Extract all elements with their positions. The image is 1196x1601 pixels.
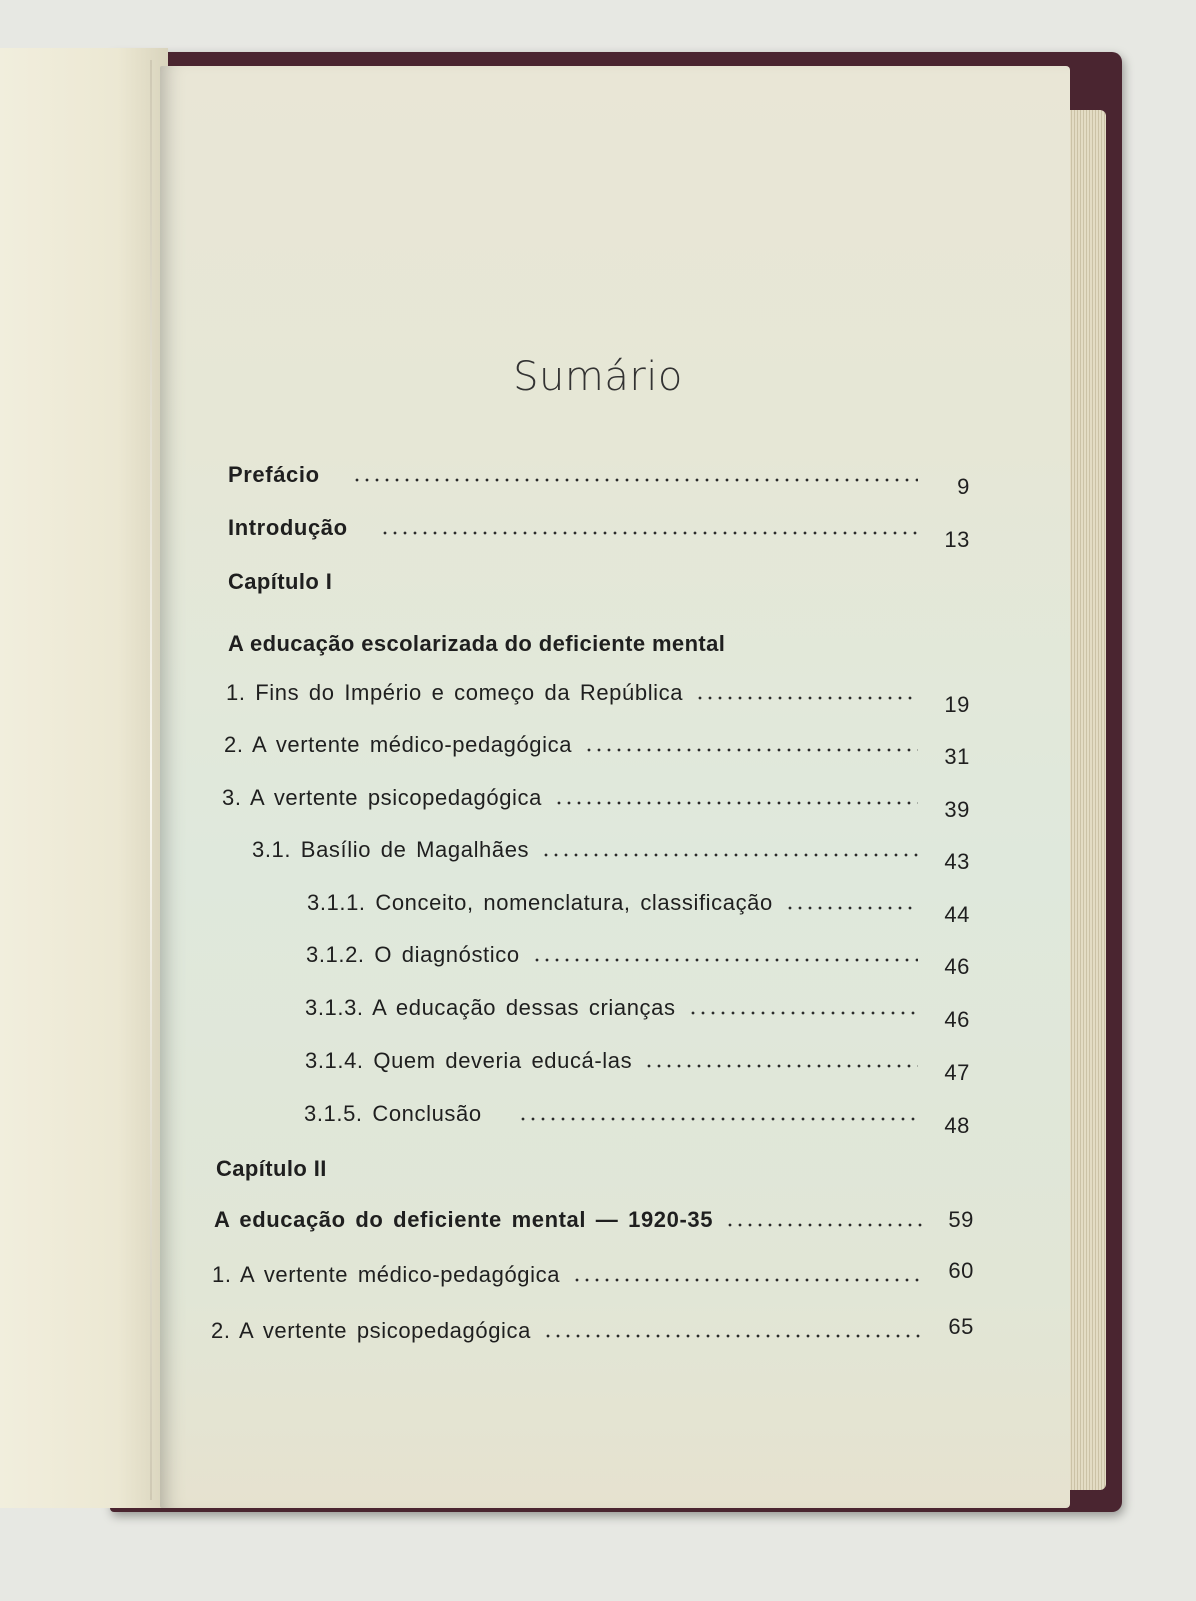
toc-entry-label: 3.1.2. O diagnóstico — [306, 942, 520, 967]
toc-entry — [305, 995, 970, 1032]
binding-stitch — [150, 60, 152, 1500]
toc-leader-dots — [380, 531, 918, 535]
toc-leader-dots — [584, 748, 918, 752]
toc-entry-label: 2. A vertente médico-pedagógica — [224, 732, 573, 757]
toc-page-number: 9 — [957, 474, 970, 499]
toc-entry — [306, 942, 970, 979]
toc-page-number: 48 — [944, 1113, 970, 1138]
toc-leader-dots — [518, 1117, 918, 1121]
toc-page-number: 65 — [948, 1314, 974, 1339]
toc-entry-label: 3.1.1. Conceito, nomenclatura, classificação — [307, 890, 773, 915]
toc-entry-chapter-title — [214, 1207, 974, 1233]
toc-entry-label: 1. A vertente médico-pedagógica — [212, 1262, 561, 1287]
toc-entry-label: 3.1.3. A educação dessas crianças — [305, 995, 676, 1020]
toc-page-number: 19 — [944, 692, 970, 717]
toc-page-number: 13 — [944, 527, 970, 552]
toc-entry-label: 1. Fins do Império e começo da República — [226, 680, 684, 705]
toc-leader-dots — [688, 1011, 918, 1015]
toc-leader-dots — [695, 696, 918, 700]
toc-leader-dots — [543, 1334, 922, 1338]
toc-page-number: 31 — [944, 744, 970, 769]
page-title: Sumário — [513, 354, 683, 400]
toc-leader-dots — [725, 1223, 922, 1227]
toc-entry — [307, 890, 970, 927]
toc-entry-label: 3. A vertente psicopedagógica — [222, 785, 542, 810]
toc-entry-label: A educação do deficiente mental — 1920-35 — [214, 1207, 714, 1232]
toc-entry-label: Prefácio — [228, 462, 320, 487]
chapter-heading: Capítulo I — [228, 569, 333, 594]
toc-entry-prefacio — [228, 462, 970, 499]
toc-entry-label: 3.1. Basílio de Magalhães — [252, 837, 530, 862]
toc-entry — [212, 1258, 974, 1288]
toc-page-number: 47 — [944, 1060, 970, 1085]
toc-entry — [211, 1314, 974, 1344]
toc-entry — [252, 837, 970, 874]
toc-page-number: 43 — [944, 849, 970, 874]
toc-entry — [226, 680, 970, 717]
toc-leader-dots — [352, 478, 918, 482]
toc-page-number: 44 — [944, 902, 970, 927]
toc-leader-dots — [785, 906, 918, 910]
toc-leader-dots — [572, 1278, 922, 1282]
toc-entry-label: 2. A vertente psicopedagógica — [211, 1318, 531, 1343]
toc-page-number: 60 — [948, 1258, 974, 1283]
toc-page-number: 39 — [944, 797, 970, 822]
toc-entry — [304, 1101, 970, 1138]
toc-page-number: 46 — [944, 1007, 970, 1032]
toc-entry — [224, 732, 970, 769]
left-page — [0, 48, 168, 1508]
toc-leader-dots — [644, 1064, 918, 1068]
toc-leader-dots — [541, 853, 918, 857]
chapter-title: A educação escolarizada do deficiente mental — [228, 631, 726, 656]
toc-entry — [222, 785, 970, 822]
toc-leader-dots — [532, 958, 918, 962]
toc-page-number: 59 — [948, 1207, 974, 1232]
toc-entry — [305, 1048, 970, 1085]
chapter-heading: Capítulo II — [216, 1156, 327, 1181]
toc-entry-label: Introdução — [228, 515, 348, 540]
toc-entry-label: 3.1.5. Conclusão — [304, 1101, 482, 1126]
toc-entry-label: 3.1.4. Quem deveria educá-las — [305, 1048, 633, 1073]
toc-page-number: 46 — [944, 954, 970, 979]
toc-leader-dots — [554, 801, 918, 805]
toc-entry-introducao — [228, 515, 970, 552]
